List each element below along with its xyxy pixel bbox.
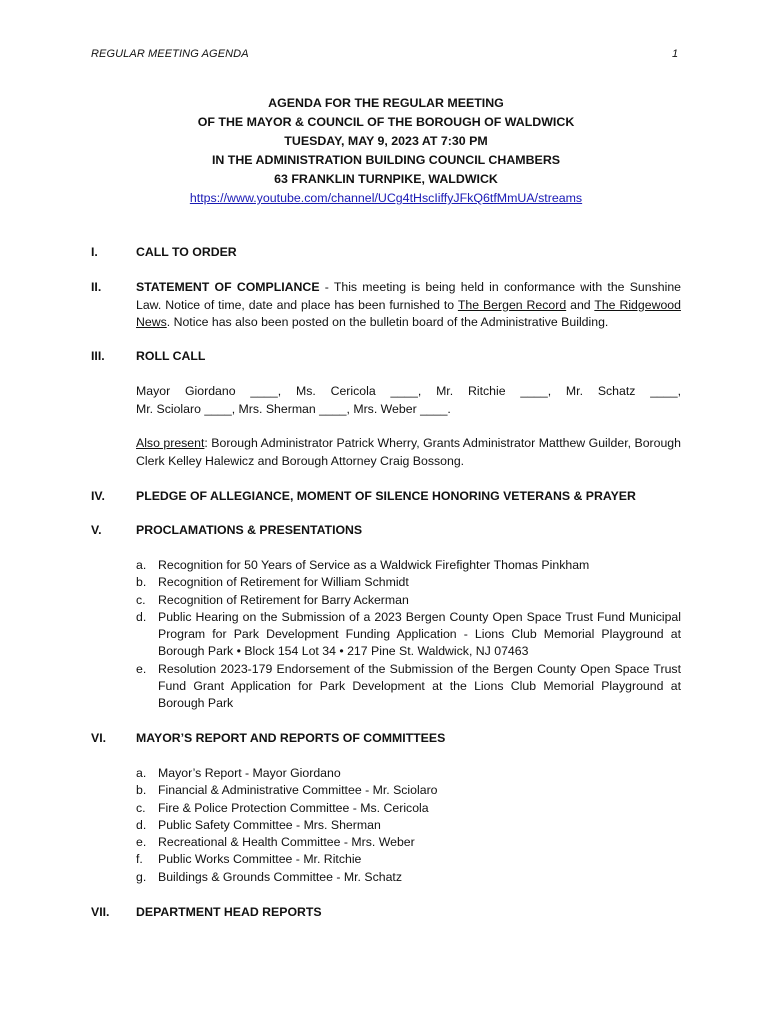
list-item-text: Public Safety Committee - Mrs. Sherman xyxy=(158,817,381,832)
list-item xyxy=(136,661,681,713)
compliance-text: and xyxy=(566,297,595,312)
list-item xyxy=(136,609,681,661)
also-present-label: Also present xyxy=(136,436,205,450)
list-item-text: Fire & Police Protection Committee - Ms. Cericola xyxy=(158,800,429,815)
section-number: V. xyxy=(91,523,102,537)
section-number: II. xyxy=(91,280,102,294)
list-item xyxy=(136,557,681,574)
title-line-5: 63 FRANKLIN TURNPIKE, WALDWICK xyxy=(274,172,498,186)
section-heading: ROLL CALL xyxy=(136,349,206,363)
roll-call-line-1: Mayor Giordano ____, Ms. Cericola ____, Mr. Ritchie ____, Mr. Schatz ____, xyxy=(136,384,681,398)
title-line-4: IN THE ADMINISTRATION BUILDING COUNCIL CHAMBERS xyxy=(211,153,561,167)
compliance-paragraph xyxy=(136,279,681,332)
list-item xyxy=(136,592,681,609)
list-item-text: Recognition for 50 Years of Service as a Waldwick Firefighter Thomas Pinkham xyxy=(158,558,590,572)
section-heading: PLEDGE OF ALLEGIANCE, MOMENT OF SILENCE HONORING VETERANS & PRAYER xyxy=(136,489,636,503)
section-number: IV. xyxy=(91,489,105,503)
section-heading: DEPARTMENT HEAD REPORTS xyxy=(136,905,322,919)
roll-call-line-2: Mr. Sciolaro ____, Mrs. Sherman ____, Mrs. Weber ____. xyxy=(136,401,451,416)
title-line-1: AGENDA FOR THE REGULAR MEETING xyxy=(268,96,504,110)
also-present-paragraph xyxy=(136,435,681,470)
section-heading: STATEMENT OF COMPLIANCE xyxy=(136,280,320,294)
list-letter: c. xyxy=(136,592,146,607)
list-letter: a. xyxy=(136,558,147,572)
bergen-record-reference: The Bergen Record xyxy=(457,297,567,312)
list-item xyxy=(136,834,681,851)
section-heading: PROCLAMATIONS & PRESENTATIONS xyxy=(136,523,363,537)
running-header: REGULAR MEETING AGENDA xyxy=(91,48,249,60)
list-letter: b. xyxy=(136,783,147,798)
section-heading: MAYOR’S REPORT AND REPORTS OF COMMITTEES xyxy=(136,731,446,745)
section-number: III. xyxy=(91,349,105,363)
proclamations-items xyxy=(136,557,681,713)
section-number: VII. xyxy=(91,905,110,919)
list-item xyxy=(136,869,681,886)
section-heading: CALL TO ORDER xyxy=(136,245,237,259)
list-letter: b. xyxy=(136,575,147,590)
list-letter: d. xyxy=(136,817,147,832)
committee-items xyxy=(136,765,681,886)
list-letter: d. xyxy=(136,609,147,624)
list-item xyxy=(136,800,681,817)
list-item-text: Public Hearing on the Submission of a 2023 Bergen County Open Space Trust Fund Municipal Program for Park Development Funding Application - Lions Club Memorial Playground at Borough Park • Block 154 Lot 34 • 217 Pine St. Waldwick, NJ 07463 xyxy=(158,609,681,659)
youtube-stream-link[interactable]: https://www.youtube.com/channel/UCg4tHscIiffyJFkQ6tfMmUA/streams xyxy=(189,191,583,205)
list-item xyxy=(136,765,681,782)
agenda-title xyxy=(91,94,681,208)
list-letter: e. xyxy=(136,835,147,850)
ridgewood-news-reference: The Ridgewood News xyxy=(136,297,681,329)
list-letter: g. xyxy=(136,869,147,884)
title-line-3: TUESDAY, MAY 9, 2023 AT 7:30 PM xyxy=(284,134,488,148)
title-line-2: OF THE MAYOR & COUNCIL OF THE BOROUGH OF WALDWICK xyxy=(197,115,575,129)
list-item-text: Mayor’s Report - Mayor Giordano xyxy=(158,766,341,780)
list-item-text: Buildings & Grounds Committee - Mr. Schatz xyxy=(158,869,402,884)
page-number: 1 xyxy=(672,48,679,60)
list-item-text: Public Works Committee - Mr. Ritchie xyxy=(158,852,362,867)
compliance-text: - This meeting is being held in conformance with the Sunshine Law. Notice of time, date and place has been furnished to xyxy=(136,280,681,312)
list-letter: e. xyxy=(136,661,147,676)
section-number: I. xyxy=(91,245,98,259)
list-item-text: Recognition of Retirement for William Schmidt xyxy=(158,575,409,590)
list-letter: a. xyxy=(136,766,147,780)
list-letter: f. xyxy=(136,852,143,867)
list-item xyxy=(136,782,681,799)
list-item-text: Financial & Administrative Committee - Mr. Sciolaro xyxy=(158,783,438,798)
list-item-text: Recreational & Health Committee - Mrs. Weber xyxy=(158,835,415,850)
list-item-text: Recognition of Retirement for Barry Ackerman xyxy=(158,592,409,607)
list-item xyxy=(136,574,681,591)
list-item xyxy=(136,851,681,868)
compliance-text: . Notice has also been posted on the bulletin board of the Administrative Building. xyxy=(166,315,609,329)
list-item-text: Resolution 2023-179 Endorsement of the Submission of the Bergen County Open Space Trust Fund Grant Application for Park Development at the Lions Club Memorial Playground at Borough Park xyxy=(158,661,681,711)
also-present-text: : Borough Administrator Patrick Wherry, Grants Administrator Matthew Guilder, Borough Clerk Kelley Halewicz and Borough Attorney Craig Bossong. xyxy=(136,436,681,468)
list-item xyxy=(136,817,681,834)
section-number: VI. xyxy=(91,731,107,745)
list-letter: c. xyxy=(136,800,146,815)
